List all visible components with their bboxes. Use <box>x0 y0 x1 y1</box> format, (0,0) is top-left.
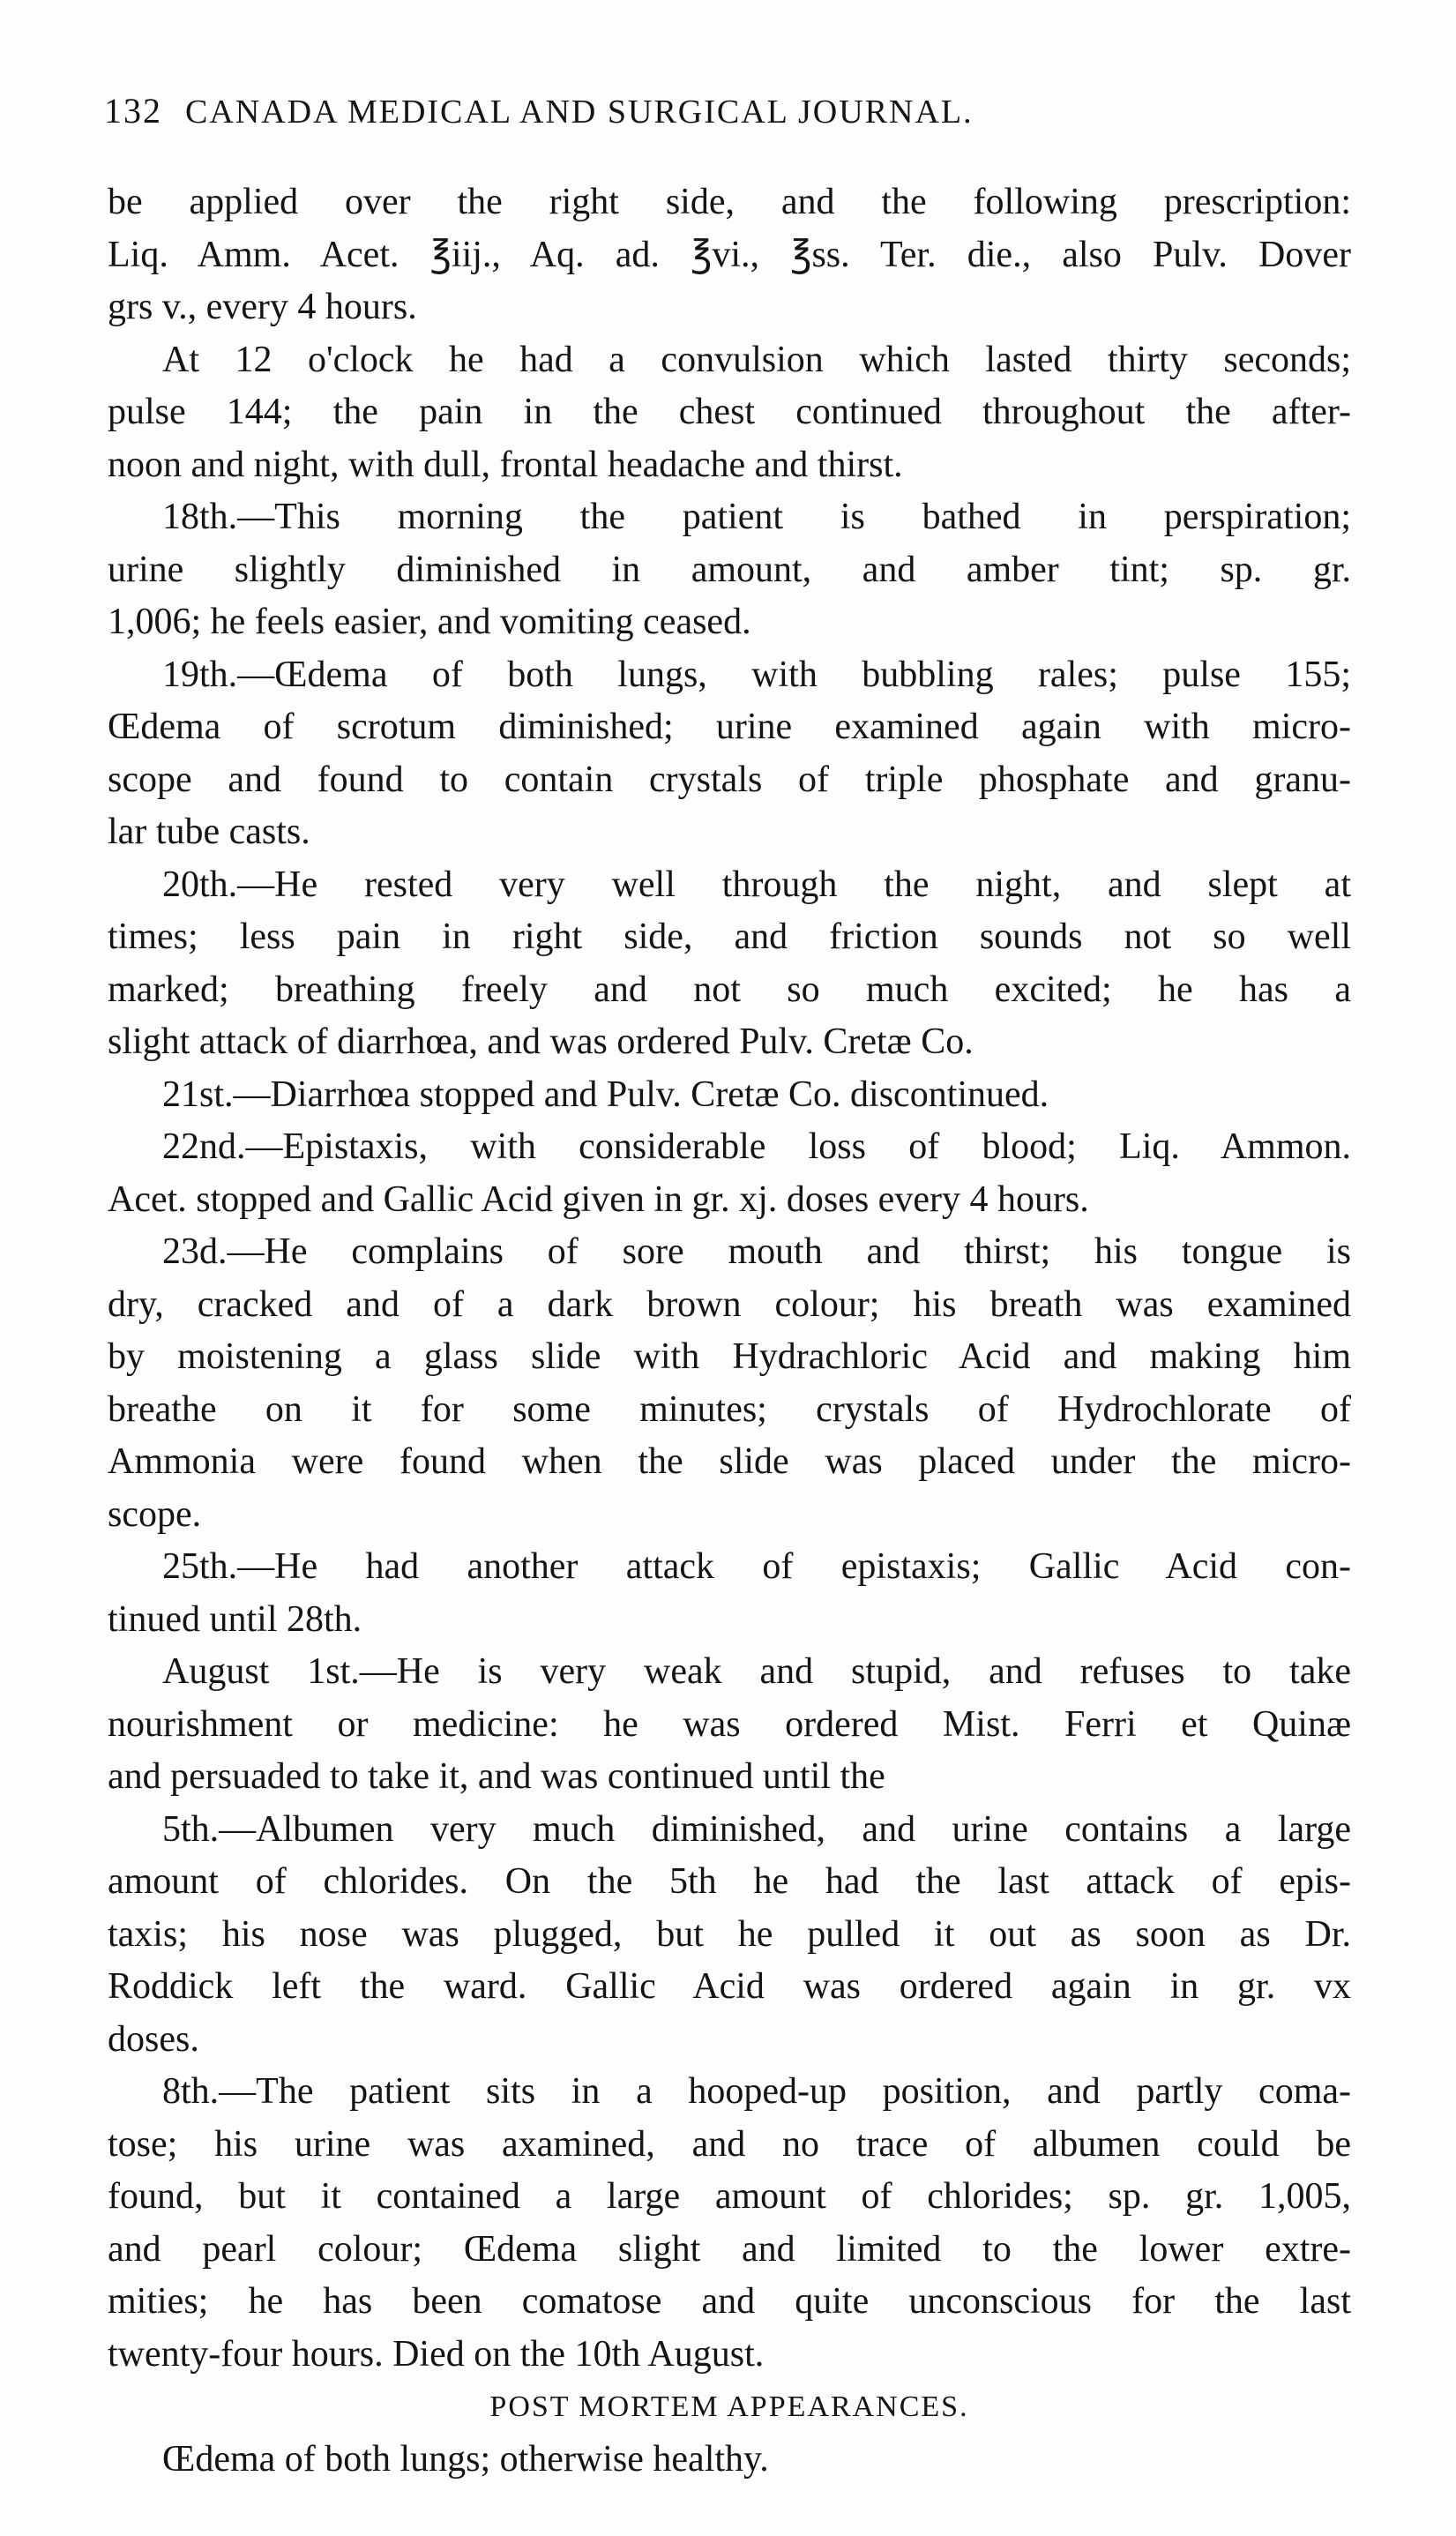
text-line: 8th.—The patient sits in a hooped-up position, and partly coma- <box>162 2071 1351 2112</box>
journal-title: CANADA MEDICAL AND SURGICAL JOURNAL. <box>185 94 974 131</box>
text-line: 20th.—He rested very well through the night, and slept at <box>162 864 1351 905</box>
article-body <box>108 176 1351 2486</box>
running-head <box>104 85 1356 138</box>
text-line: lar tube casts. <box>108 812 310 852</box>
text-line: nourishment or medicine: he was ordered Mist. Ferri et Quinæ <box>108 1703 1351 1745</box>
text-line: Roddick left the ward. Gallic Acid was ordered again in gr. vx <box>108 1966 1351 2007</box>
text-line: Œdema of both lungs; otherwise healthy. <box>162 2438 769 2480</box>
text-line: 22nd.—Epistaxis, with considerable loss of blood; Liq. Ammon. <box>162 1126 1351 1167</box>
text-line: slight attack of diarrhœa, and was ordered Pulv. Cretæ Co. <box>108 1021 974 1062</box>
text-line: by moistening a glass slide with Hydrachloric Acid and making him <box>108 1336 1351 1377</box>
text-line: grs v., every 4 hours. <box>108 287 417 327</box>
text-line: doses. <box>108 2018 199 2060</box>
text-line: and persuaded to take it, and was continued until the <box>108 1756 885 1797</box>
text-line: taxis; his nose was plugged, but he pulled it out as soon as Dr. <box>108 1913 1351 1955</box>
text-line: Ammonia were found when the slide was placed under the micro- <box>108 1441 1351 1482</box>
text-line: tose; his urine was axamined, and no trace of albumen could be <box>108 2123 1351 2165</box>
text-line: 23d.—He complains of sore mouth and thirst; his tongue is <box>162 1231 1351 1272</box>
text-line: Liq. Amm. Acet. ℥iij., Aq. ad. ℥vi., ℥ss. Ter. die., also Pulv. Dover <box>108 234 1351 275</box>
text-line: scope and found to contain crystals of triple phosphate and granu- <box>108 759 1351 800</box>
text-line: Acet. stopped and Gallic Acid given in gr. xj. doses every 4 hours. <box>108 1178 1089 1220</box>
text-line: marked; breathing freely and not so much excited; he has a <box>108 969 1351 1010</box>
text-line: pulse 144; the pain in the chest continued throughout the after- <box>108 392 1351 432</box>
text-line: amount of chlorides. On the 5th he had the last attack of epis- <box>108 1861 1351 1902</box>
text-line: 19th.—Œdema of both lungs, with bubbling rales; pulse 155; <box>162 654 1351 695</box>
text-line: At 12 o'clock he had a convulsion which lasted thirty seconds; <box>162 339 1351 380</box>
text-line: scope. <box>108 1493 202 1535</box>
text-line: 5th.—Albumen very much diminished, and urine contains a large <box>162 1808 1351 1850</box>
text-line: mities; he has been comatose and quite unconscious for the last <box>108 2281 1351 2322</box>
text-line: August 1st.—He is very weak and stupid, and refuses to take <box>162 1651 1351 1692</box>
text-line: be applied over the right side, and the following prescription: <box>108 182 1351 222</box>
text-line: 25th.—He had another attack of epistaxis; Gallic Acid con- <box>162 1546 1351 1587</box>
text-line: and pearl colour; Œdema slight and limited to the lower extre- <box>108 2228 1351 2270</box>
page-number: 132 <box>104 91 162 131</box>
text-line: twenty-four hours. Died on the 10th August. <box>108 2333 765 2375</box>
text-line: urine slightly diminished in amount, and amber tint; sp. gr. <box>108 549 1351 590</box>
text-line: 1,006; he feels easier, and vomiting ceased. <box>108 602 751 642</box>
text-line: Œdema of scrotum diminished; urine examined again with micro- <box>108 707 1351 747</box>
text-line: 21st.—Diarrhœa stopped and Pulv. Cretæ Co. discontinued. <box>162 1073 1049 1115</box>
text-line: dry, cracked and of a dark brown colour; his breath was examined <box>108 1283 1351 1325</box>
text-line: noon and night, with dull, frontal headache and thirst. <box>108 444 903 485</box>
section-heading: POST MORTEM APPEARANCES. <box>489 2390 969 2423</box>
text-line: breathe on it for some minutes; crystals of Hydrochlorate of <box>108 1388 1351 1430</box>
text-line: found, but it contained a large amount of chlorides; sp. gr. 1,005, <box>108 2176 1351 2217</box>
text-line: 18th.—This morning the patient is bathed in perspiration; <box>162 497 1351 537</box>
text-line: times; less pain in right side, and friction sounds not so well <box>108 916 1351 957</box>
text-line: tinued until 28th. <box>108 1598 362 1640</box>
